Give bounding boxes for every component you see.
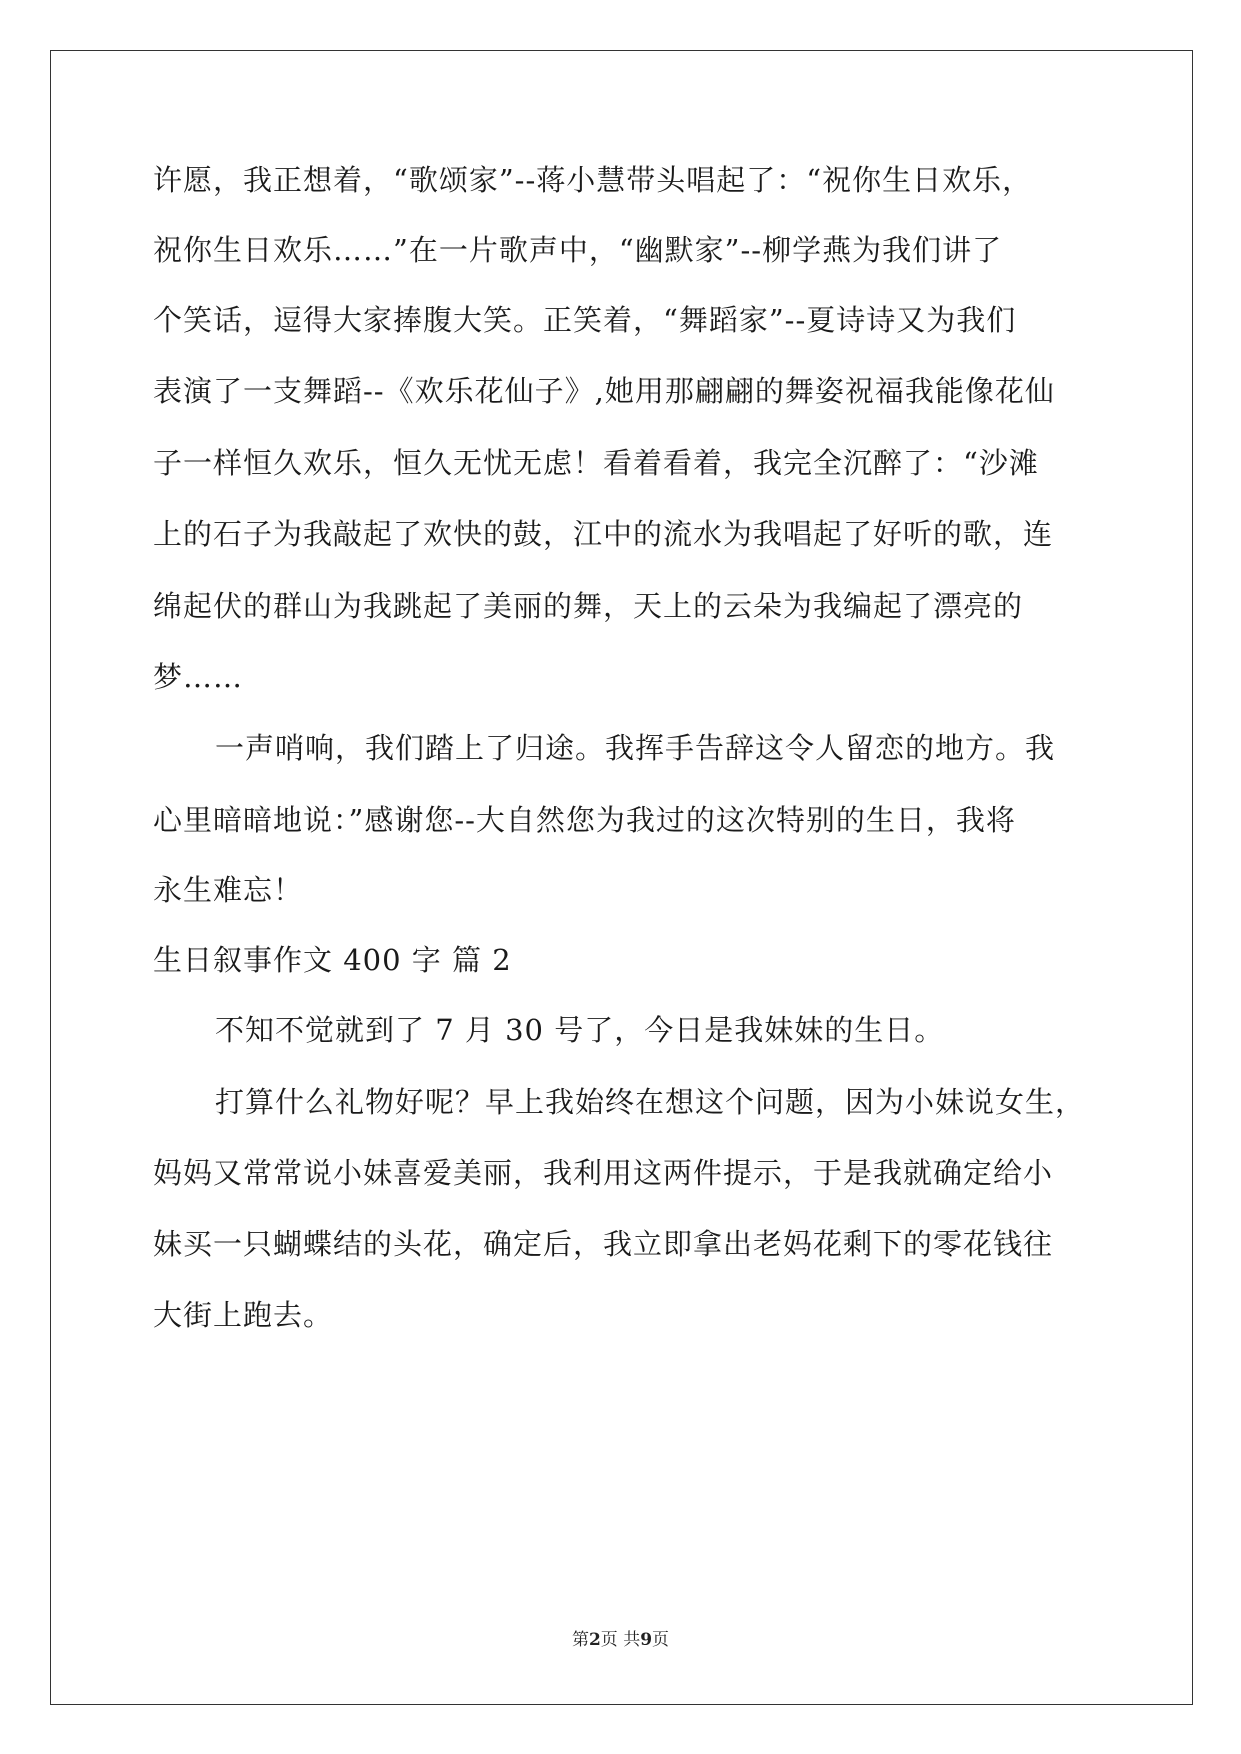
current-page-number: 2 <box>588 1630 601 1650</box>
footer-middle: 页 共 <box>600 1630 641 1650</box>
text-line: 妈妈又常常说小妹喜爱美丽，我利用这两件提示，于是我就确定给小 <box>153 1156 1054 1190</box>
text-line: 妹买一只蝴蝶结的头花，确定后，我立即拿出老妈花剩下的零花钱往 <box>153 1227 1054 1261</box>
text-line: 个笑话，逗得大家捧腹大笑。正笑着，“舞蹈家”--夏诗诗又为我们 <box>153 303 1017 337</box>
total-pages-number: 9 <box>640 1630 653 1650</box>
text-line: 绵起伏的群山为我跳起了美丽的舞，天上的云朵为我编起了漂亮的 <box>153 589 1024 623</box>
text-line: 梦…… <box>153 660 244 694</box>
footer-suffix: 页 <box>652 1630 670 1650</box>
text-line: 上的石子为我敲起了欢快的鼓，江中的流水为我唱起了好听的歌，连 <box>153 517 1054 551</box>
text-line: 大街上跑去。 <box>153 1298 334 1332</box>
section-heading: 生日叙事作文 400 字 篇 2 <box>153 943 512 977</box>
text-line: 许愿，我正想着，“歌颂家”--蒋小慧带头唱起了：“祝你生日欢乐， <box>153 163 1033 197</box>
text-line: 不知不觉就到了 7 月 30 号了，今日是我妹妹的生日。 <box>215 1013 945 1047</box>
text-line: 永生难忘！ <box>153 873 304 907</box>
text-line: 子一样恒久欢乐，恒久无忧无虑！看着看着，我完全沉醉了：“沙滩 <box>153 446 1039 480</box>
text-line: 表演了一支舞蹈--《欢乐花仙子》,她用那翩翩的舞姿祝福我能像花仙 <box>153 374 1055 408</box>
text-line: 打算什么礼物好呢？早上我始终在想这个问题，因为小妹说女生， <box>215 1085 1086 1119</box>
text-line: 心里暗暗地说：”感谢您--大自然您为我过的这次特别的生日，我将 <box>153 803 1016 837</box>
footer-prefix: 第 <box>571 1630 589 1650</box>
text-line: 祝你生日欢乐……”在一片歌声中，“幽默家”--柳学燕为我们讲了 <box>153 233 1003 267</box>
page-footer <box>0 1625 1241 1650</box>
text-line: 一声哨响，我们踏上了归途。我挥手告辞这令人留恋的地方。我 <box>215 731 1056 765</box>
